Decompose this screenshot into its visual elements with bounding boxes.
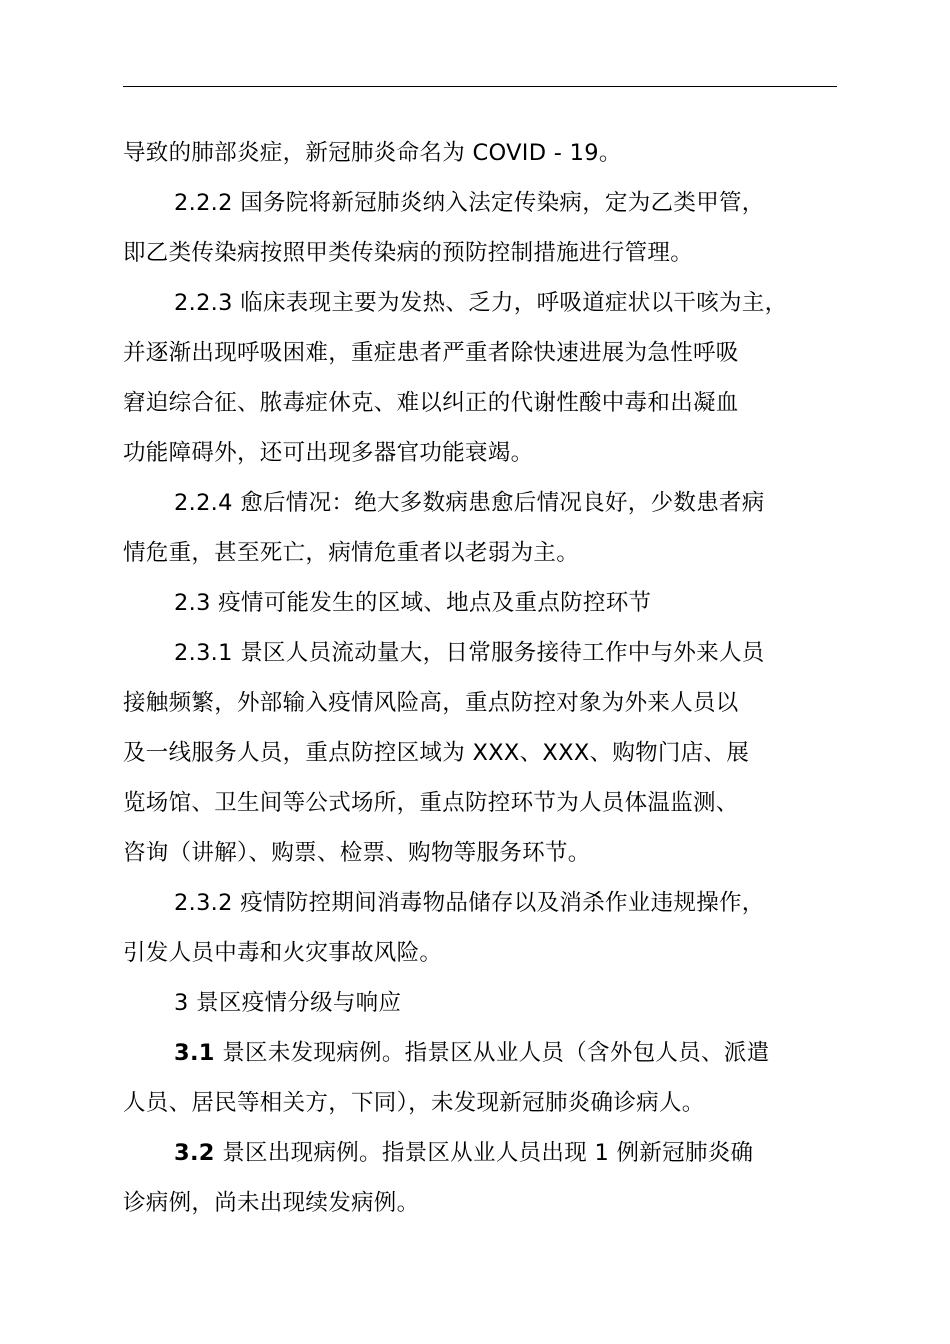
- paragraph-2-2-2: [123, 178, 837, 278]
- header-rule: [123, 86, 837, 87]
- paragraph-2-3-2: [123, 878, 837, 978]
- document-body: [123, 128, 837, 1228]
- paragraph-3-1: [123, 1028, 837, 1128]
- line: 功能障碍外，还可出现多器官功能衰竭。: [123, 440, 534, 466]
- line: 咨询（讲解）、购票、检票、购物等服务环节。: [123, 840, 591, 866]
- paragraph-3-2: [123, 1128, 837, 1228]
- line: 景区出现病例。指景区从业人员出现 1 例新冠肺炎确: [214, 1140, 754, 1166]
- line: 人员、居民等相关方，下同），未发现新冠肺炎确诊病人。: [123, 1090, 705, 1116]
- paragraph-2-2-4: [123, 478, 837, 578]
- section-number: 3.1: [174, 1040, 215, 1066]
- paragraph-2-3-1: [123, 628, 837, 878]
- line: 导致的肺部炎症，新冠肺炎命名为 COVID - 19。: [123, 140, 622, 166]
- line: 2.3.1 景区人员流动量大，日常服务接待工作中与外来人员: [174, 640, 765, 666]
- line: 3 景区疫情分级与响应: [174, 990, 402, 1016]
- line: 2.2.3 临床表现主要为发热、乏力，呼吸道症状以干咳为主，: [174, 290, 788, 316]
- line: 景区未发现病例。指景区从业人员（含外包人员、派遣: [214, 1040, 770, 1066]
- line: 接触频繁，外部输入疫情风险高，重点防控对象为外来人员以: [123, 690, 739, 716]
- line: 情危重，甚至死亡，病情危重者以老弱为主。: [123, 540, 580, 566]
- paragraph-intro-continuation: [123, 128, 837, 178]
- line: 2.3 疫情可能发生的区域、地点及重点防控环节: [174, 590, 652, 616]
- line: 2.3.2 疫情防控期间消毒物品储存以及消杀作业违规操作，: [174, 890, 765, 916]
- paragraph-2-2-3: [123, 278, 837, 478]
- line: 并逐渐出现呼吸困难，重症患者严重者除快速进展为急性呼吸: [123, 340, 739, 366]
- line: 窘迫综合征、脓毒症休克、难以纠正的代谢性酸中毒和出凝血: [123, 390, 739, 416]
- line: 即乙类传染病按照甲类传染病的预防控制措施进行管理。: [123, 240, 694, 266]
- line: 及一线服务人员，重点防控区域为 XXX、XXX、购物门店、展: [123, 740, 750, 766]
- line: 引发人员中毒和火灾事故风险。: [123, 940, 443, 966]
- line: 览场馆、卫生间等公式场所，重点防控环节为人员体温监测、: [123, 790, 739, 816]
- line: 2.2.2 国务院将新冠肺炎纳入法定传染病，定为乙类甲管，: [174, 190, 765, 216]
- line: 2.2.4 愈后情况：绝大多数病患愈后情况良好，少数患者病: [174, 490, 765, 516]
- line: 诊病例，尚未出现续发病例。: [123, 1190, 420, 1216]
- section-number: 3.2: [174, 1140, 215, 1166]
- heading-2-3: [123, 578, 837, 628]
- heading-3: [123, 978, 837, 1028]
